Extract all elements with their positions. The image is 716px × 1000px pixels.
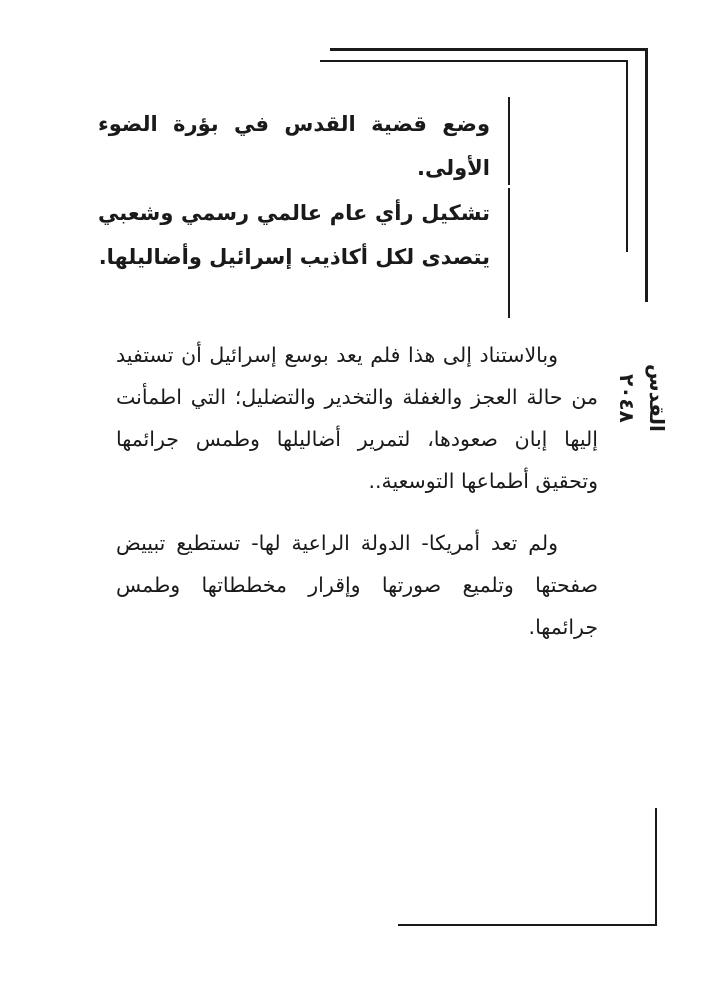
body-paragraph-1: وبالاستناد إلى هذا فلم يعد بوسع إسرائيل أن تستفيد من حالة العجز والغفلة والتخدير والتضليل؛ التي اطمأنت إليها إبان صعودها، لتمرير أضاليلها وطمس جرائمها وتحقيق أطماعها التوسعية.. [116, 343, 598, 493]
frame-bottom [398, 924, 657, 926]
frame-bottom-right-vertical [655, 808, 657, 926]
bullet-bar-2 [508, 188, 510, 318]
bullet-bar-1 [508, 97, 510, 185]
page-number: ٢٠٤٨ [615, 373, 639, 423]
frame-right-inner [626, 60, 628, 252]
frame-top-outer [330, 48, 647, 51]
bullet-item-2: تشكيل رأي عام عالمي رسمي وشعبي يتصدى لكل أكاذيب إسرائيل وأضاليلها. [98, 201, 490, 269]
body-paragraph-2: ولم تعد أمريكا- الدولة الراعية لها- تستطيع تبييض صفحتها وتلميع صورتها وإقرار مخططاتها وطمس جرائمها. [116, 531, 598, 639]
side-title: القدس [645, 364, 669, 432]
frame-right-outer [645, 48, 648, 302]
bullet-item-1: وضع قضية القدس في بؤرة الضوء الأولى. [98, 112, 490, 180]
side-running-header [612, 318, 672, 478]
frame-top-inner [320, 60, 626, 62]
